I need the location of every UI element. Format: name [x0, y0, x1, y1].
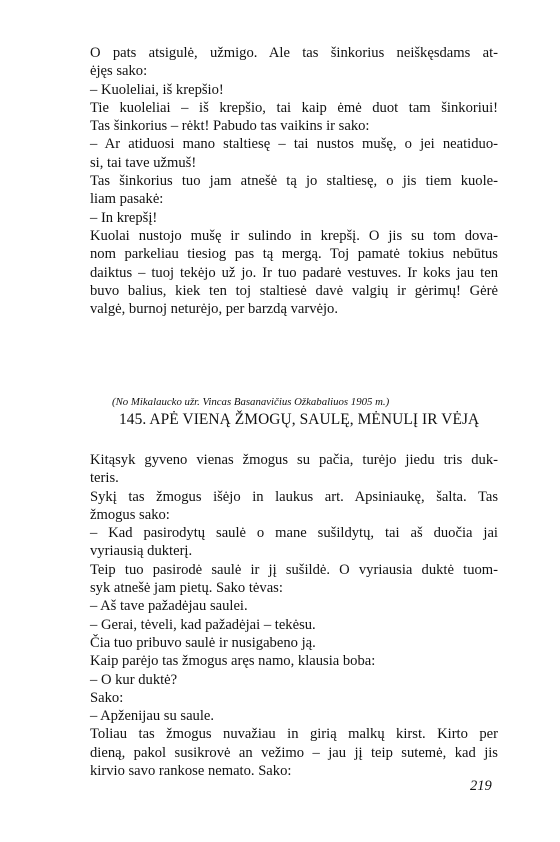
text-line: – Aš tave pažadėjau saulei.	[90, 598, 248, 615]
page-number: 219	[470, 778, 492, 794]
text-line: žmogus sako:	[90, 506, 170, 523]
text-line: Teip tuo pasirodė saulė ir jį sušildė. O vyriausia duktė tuom-	[90, 561, 498, 578]
story-ending-text	[90, 44, 498, 318]
text-line: si, tai tave užmuš!	[90, 154, 197, 171]
text-line: – Gerai, tėveli, kad pažadėjai – tekėsu.	[90, 616, 316, 633]
text-line: Kitąsyk gyveno vienas žmogus su pačia, turėjo jiedu tris duk-	[90, 452, 498, 468]
text-line: Tas šinkorius tuo jam atnešė tą jo staltiesę, o jis tiem kuole-	[90, 173, 498, 190]
text-line: Tie kuoleliai – iš krepšio, tai kaip ėmė duot tam šinkoriui!	[90, 99, 498, 116]
text-line: Sako:	[90, 689, 124, 706]
text-line: Kaip parėjo tas žmogus aręs namo, klausia boba:	[90, 653, 376, 670]
text-line: – In krepšį!	[90, 209, 158, 226]
text-line: – O kur duktė?	[90, 671, 178, 688]
text-line: Toliau tas žmogus nuvažiau in girią malkų kirst. Kirto per	[90, 726, 498, 743]
text-line: dieną, pakol susikrovė an vežimo – jau jį teip sutemė, kad jis	[90, 744, 498, 761]
text-line: – Kuoleliai, iš krepšio!	[90, 81, 224, 98]
text-line: vyriausią dukterį.	[90, 543, 193, 560]
text-line: O pats atsigulė, užmigo. Ale tas šinkorius neiškęsdams at-	[90, 45, 498, 61]
text-line: liam pasakė:	[90, 191, 164, 208]
text-line: – Apženijau su saule.	[90, 708, 215, 725]
text-line: teris.	[90, 470, 119, 487]
text-line: Kuolai nustojo mušę ir sulindo in krepšį. O jis su tom dova-	[90, 227, 498, 244]
text-line: buvo balius, kiek ten toj staltiesė davė valgių ir gėrimų! Gėrė	[90, 282, 498, 299]
text-line: – Ar atiduosi mano staltiesę – tai nustos mušę, o jei neatiduo-	[90, 136, 498, 153]
text-line: Tas šinkorius – rėkt! Pabudo tas vaikins ir sako:	[90, 118, 370, 135]
text-line: ėjęs sako:	[90, 63, 148, 80]
text-line: – Kad pasirodytų saulė o mane sušildytų, tai aš duočia jai	[90, 525, 498, 542]
text-line: Čia tuo pribuvo saulė ir nusigabeno ją.	[90, 634, 316, 651]
text-line: Sykį tas žmogus išėjo in laukus art. Apsiniaukę, šalta. Tas	[90, 488, 498, 505]
story-heading: 145. APĖ VIENĄ ŽMOGŲ, SAULĘ, MĖNULĮ IR VĖJĄ	[119, 411, 480, 428]
text-line: syk atnešė jam pietų. Sako tėvas:	[90, 580, 283, 597]
text-line: valgė, burnoj neturėjo, per barzdą varvėjo.	[90, 301, 338, 318]
story-text	[90, 451, 498, 780]
text-line: daiktus – tuoj tekėjo už jo. Ir tuo padarė vestuves. Ir koks jau ten	[90, 264, 498, 281]
text-line: nom parkeliau tiesiog pas tą mergą. Toj pamatė tokius nebūtus	[90, 246, 498, 263]
text-line: kirvio savo rankose nemato. Sako:	[90, 763, 292, 780]
source-citation: (No Mikalaucko užr. Vincas Basanavičius Ožkabaliuos 1905 m.)	[112, 396, 390, 408]
